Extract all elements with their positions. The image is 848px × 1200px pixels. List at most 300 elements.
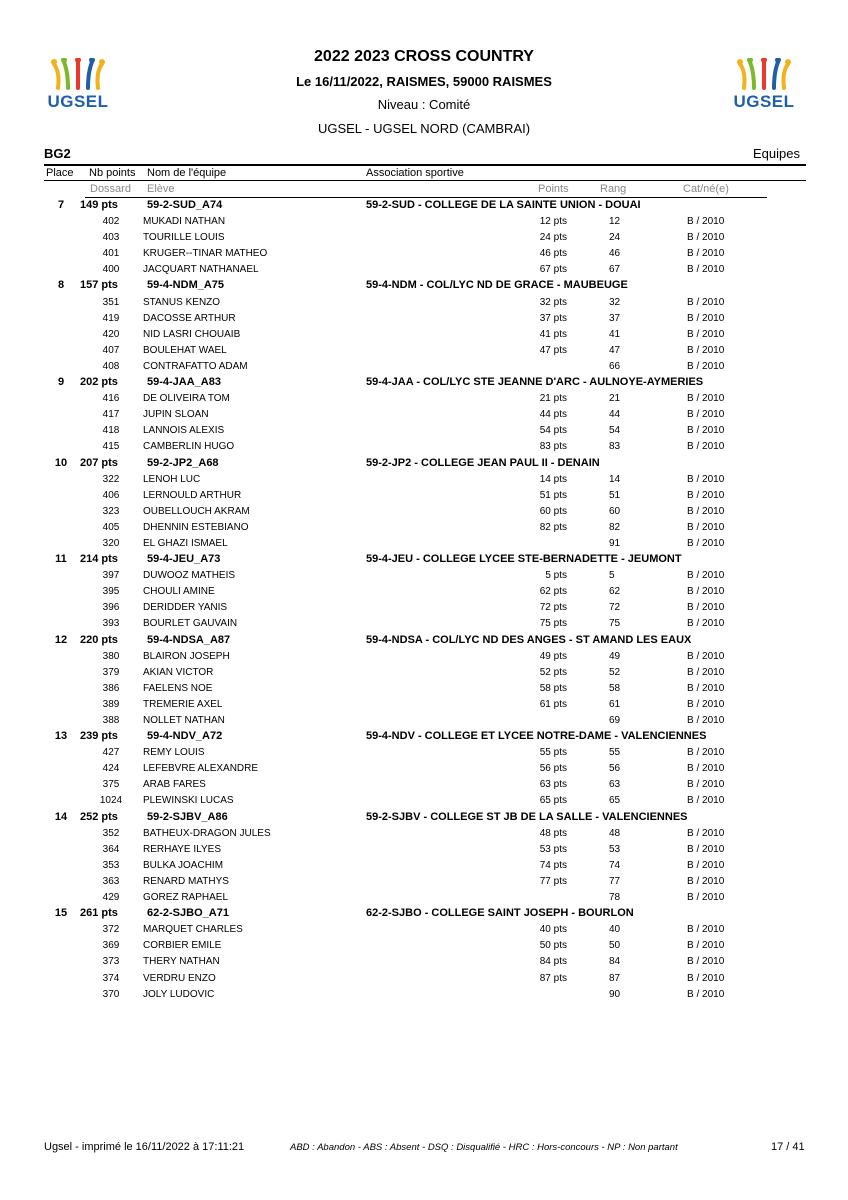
member-bib: 408 [102, 360, 120, 372]
member-name: THERY NATHAN [143, 956, 220, 968]
team-row [0, 633, 848, 649]
member-points: 72 pts [539, 602, 567, 614]
member-rank: 77 [609, 875, 621, 887]
member-bib: 397 [102, 570, 120, 582]
member-bib: 427 [102, 747, 120, 759]
logo-wordmark: UGSEL [47, 92, 109, 111]
member-points: 53 pts [539, 843, 567, 855]
team-name: 59-2-SJBV_A86 [147, 810, 228, 823]
member-name: BOULEHAT WAEL [143, 344, 227, 356]
team-association: 62-2-SJBO - COLLEGE SAINT JOSEPH - BOURLON [366, 907, 634, 920]
member-name: LERNOULD ARTHUR [143, 489, 242, 501]
header-divider [44, 164, 806, 166]
event-level: Niveau : Comité [377, 97, 471, 112]
member-category: B / 2010 [687, 360, 725, 372]
member-points: 84 pts [539, 956, 567, 968]
member-row [0, 890, 848, 906]
member-category: B / 2010 [687, 296, 725, 308]
member-rank: 54 [609, 425, 621, 437]
team-points: 157 pts [80, 279, 118, 292]
member-rank: 47 [609, 344, 621, 356]
member-rank: 51 [609, 489, 621, 501]
member-row [0, 793, 848, 809]
member-name: DERIDDER YANIS [143, 602, 228, 614]
member-category: B / 2010 [687, 618, 725, 630]
member-name: OUBELLOUCH AKRAM [143, 505, 250, 517]
member-points: 14 pts [539, 473, 567, 485]
member-points: 75 pts [539, 618, 567, 630]
member-category: B / 2010 [687, 924, 725, 936]
member-bib: 424 [102, 763, 120, 775]
member-name: RERHAYE ILYES [143, 843, 221, 855]
member-bib: 429 [102, 892, 120, 904]
member-name: CHOULI AMINE [143, 586, 215, 598]
member-row [0, 584, 848, 600]
member-category: B / 2010 [687, 956, 725, 968]
member-bib: 406 [102, 489, 120, 501]
member-category: B / 2010 [687, 892, 725, 904]
member-category: B / 2010 [687, 312, 725, 324]
member-row [0, 472, 848, 488]
member-bib: 418 [102, 425, 120, 437]
member-bib: 323 [102, 505, 120, 517]
team-row [0, 906, 848, 922]
member-bib: 402 [102, 216, 120, 228]
team-association: 59-4-NDSA - COL/LYC ND DES ANGES - ST AMAND LES EAUX [366, 633, 692, 646]
member-bib: 395 [102, 586, 120, 598]
member-points: 37 pts [539, 312, 567, 324]
member-name: BATHEUX-DRAGON JULES [143, 827, 271, 839]
team-points: 261 pts [80, 907, 118, 920]
page-number: 17 / 41 [771, 1141, 805, 1153]
member-points: 55 pts [539, 747, 567, 759]
member-category: B / 2010 [687, 425, 725, 437]
member-name: CONTRAFATTO ADAM [143, 360, 248, 372]
member-rank: 63 [609, 779, 621, 791]
member-bib: 322 [102, 473, 120, 485]
member-bib: 375 [102, 779, 120, 791]
member-rank: 72 [609, 602, 621, 614]
member-name: BULKA JOACHIM [143, 859, 224, 871]
team-place: 7 [57, 199, 65, 211]
team-points: 202 pts [80, 376, 118, 389]
member-name: NOLLET NATHAN [143, 715, 225, 726]
member-name: LANNOIS ALEXIS [143, 425, 225, 437]
col-student: Elève [147, 183, 175, 195]
member-name: BOURLET GAUVAIN [143, 618, 238, 630]
member-points: 62 pts [539, 586, 567, 598]
member-category: B / 2010 [687, 682, 725, 694]
member-name: RENARD MATHYS [143, 875, 229, 887]
member-rank: 14 [609, 473, 621, 485]
member-points: 87 pts [539, 972, 567, 984]
member-bib: 407 [102, 344, 120, 356]
member-category: B / 2010 [687, 473, 725, 485]
team-place: 10 [54, 456, 68, 469]
team-row [0, 810, 848, 826]
member-bib: 416 [102, 393, 120, 405]
member-points: 58 pts [539, 682, 567, 694]
member-row [0, 488, 848, 504]
member-row [0, 745, 848, 761]
col-bib: Dossard [90, 183, 131, 195]
member-category: B / 2010 [687, 988, 725, 1000]
member-points: 82 pts [539, 521, 567, 533]
organization: UGSEL - UGSEL NORD (CAMBRAI) [317, 121, 531, 136]
team-place: 14 [54, 810, 68, 823]
member-rank: 5 [609, 570, 615, 582]
member-bib: 351 [102, 296, 120, 308]
member-bib: 364 [102, 843, 120, 855]
member-points: 67 pts [539, 264, 567, 276]
member-rank: 83 [609, 441, 621, 453]
member-points: 65 pts [539, 795, 567, 807]
member-category: B / 2010 [687, 216, 725, 228]
team-association: 59-4-JEU - COLLEGE LYCEE STE-BERNADETTE - JEUMONT [366, 553, 682, 566]
col-ind-points: Points [538, 183, 569, 195]
member-rank: 12 [609, 216, 621, 228]
member-row [0, 938, 848, 954]
member-points: 83 pts [539, 441, 567, 453]
member-bib: 379 [102, 666, 120, 678]
member-row [0, 681, 848, 697]
member-category: B / 2010 [687, 666, 725, 678]
member-bib: 363 [102, 875, 120, 887]
member-category: B / 2010 [687, 698, 725, 710]
col-rank: Rang [600, 183, 627, 195]
member-points: 60 pts [539, 505, 567, 517]
column-divider [44, 180, 806, 181]
member-row [0, 568, 848, 584]
member-bib: 372 [102, 924, 120, 936]
member-category: B / 2010 [687, 441, 725, 453]
member-row [0, 423, 848, 439]
member-rank: 52 [609, 666, 621, 678]
member-bib: 417 [102, 409, 120, 421]
member-bib: 380 [102, 650, 120, 662]
member-category: B / 2010 [687, 940, 725, 952]
member-name: VERDRU ENZO [143, 972, 216, 984]
member-row [0, 761, 848, 777]
member-row [0, 230, 848, 246]
team-points: 149 pts [80, 199, 118, 211]
member-points: 24 pts [539, 232, 567, 244]
section-label: Equipes [753, 146, 800, 161]
member-row [0, 311, 848, 327]
team-place: 8 [57, 279, 65, 292]
member-row [0, 922, 848, 938]
member-name: DUWOOZ MATHEIS [143, 570, 236, 582]
member-points: 32 pts [539, 296, 567, 308]
col-category: Cat/né(e) [683, 183, 729, 195]
col-association: Association sportive [366, 167, 464, 179]
member-rank: 41 [609, 328, 621, 340]
member-category: B / 2010 [687, 972, 725, 984]
team-association: 59-2-SJBV - COLLEGE ST JB DE LA SALLE - VALENCIENNES [366, 810, 688, 823]
member-points: 46 pts [539, 248, 567, 260]
results-table [0, 198, 848, 1003]
member-row [0, 858, 848, 874]
member-row [0, 874, 848, 890]
member-rank: 44 [609, 409, 621, 421]
member-rank: 90 [609, 988, 621, 1000]
team-association: 59-4-NDV - COLLEGE ET LYCEE NOTRE-DAME - VALENCIENNES [366, 730, 707, 743]
member-name: AKIAN VICTOR [143, 666, 214, 678]
team-name: 59-4-NDSA_A87 [147, 633, 231, 646]
member-rank: 67 [609, 264, 621, 276]
member-category: B / 2010 [687, 859, 725, 871]
team-association: 59-4-NDM - COL/LYC ND DE GRACE - MAUBEUGE [366, 279, 628, 292]
member-bib: 320 [102, 537, 120, 549]
member-name: JUPIN SLOAN [143, 409, 209, 421]
member-bib: 374 [102, 972, 120, 984]
member-bib: 405 [102, 521, 120, 533]
member-rank: 40 [609, 924, 621, 936]
member-category: B / 2010 [687, 650, 725, 662]
member-row [0, 214, 848, 230]
member-bib: 415 [102, 441, 120, 453]
member-name: GOREZ RAPHAEL [143, 892, 229, 904]
member-points: 48 pts [539, 827, 567, 839]
member-name: MARQUET CHARLES [143, 924, 243, 936]
member-bib: 386 [102, 682, 120, 694]
member-category: B / 2010 [687, 344, 725, 356]
member-name: TOURILLE LOUIS [143, 232, 225, 244]
team-place: 13 [54, 730, 68, 743]
member-name: CAMBERLIN HUGO [143, 441, 235, 453]
member-row [0, 520, 848, 536]
member-rank: 91 [609, 537, 621, 549]
member-category: B / 2010 [687, 264, 725, 276]
member-rank: 21 [609, 393, 621, 405]
member-category: B / 2010 [687, 537, 725, 549]
member-row [0, 649, 848, 665]
member-rank: 56 [609, 763, 621, 775]
member-name: STANUS KENZO [143, 296, 221, 308]
event-date-location: Le 16/11/2022, RAISMES, 59000 RAISMES [296, 74, 552, 89]
member-bib: 352 [102, 827, 120, 839]
member-bib: 419 [102, 312, 120, 324]
member-bib: 373 [102, 956, 120, 968]
member-rank: 46 [609, 248, 621, 260]
member-name: PLEWINSKI LUCAS [143, 795, 234, 807]
member-points: 51 pts [539, 489, 567, 501]
member-category: B / 2010 [687, 875, 725, 887]
member-rank: 32 [609, 296, 621, 308]
team-row [0, 552, 848, 568]
member-row [0, 842, 848, 858]
member-bib: 389 [102, 698, 120, 710]
team-row [0, 375, 848, 391]
member-points: 54 pts [539, 425, 567, 437]
member-name: REMY LOUIS [143, 747, 205, 759]
member-rank: 37 [609, 312, 621, 324]
member-row [0, 665, 848, 681]
member-rank: 58 [609, 682, 621, 694]
member-rank: 60 [609, 505, 621, 517]
member-rank: 24 [609, 232, 621, 244]
member-points: 21 pts [539, 393, 567, 405]
member-category: B / 2010 [687, 232, 725, 244]
member-points: 63 pts [539, 779, 567, 791]
team-name: 59-4-NDV_A72 [147, 730, 223, 743]
member-row [0, 439, 848, 455]
team-name: 59-2-SUD_A74 [147, 199, 223, 211]
member-row [0, 600, 848, 616]
team-points: 252 pts [80, 810, 118, 823]
team-name: 59-4-JAA_A83 [147, 376, 221, 389]
member-rank: 87 [609, 972, 621, 984]
member-name: DACOSSE ARTHUR [143, 312, 236, 324]
team-place: 12 [54, 633, 68, 646]
team-association: 59-4-JAA - COL/LYC STE JEANNE D'ARC - AULNOYE-AYMERIES [366, 376, 704, 389]
member-name: JACQUART NATHANAEL [143, 264, 259, 276]
member-rank: 84 [609, 956, 621, 968]
member-name: JOLY LUDOVIC [143, 988, 215, 1000]
member-row [0, 536, 848, 552]
member-row [0, 327, 848, 343]
member-rank: 62 [609, 586, 621, 598]
team-points: 214 pts [80, 553, 118, 566]
member-points: 77 pts [539, 875, 567, 887]
page-title: 2022 2023 CROSS COUNTRY [314, 48, 534, 65]
member-row [0, 262, 848, 278]
member-category: B / 2010 [687, 843, 725, 855]
member-name: LENOH LUC [143, 473, 201, 485]
member-bib: 400 [102, 264, 120, 276]
team-name: 62-2-SJBO_A71 [147, 907, 229, 920]
member-category: B / 2010 [687, 570, 725, 582]
member-category: B / 2010 [687, 489, 725, 501]
col-team: Nom de l'équipe [147, 167, 227, 179]
member-row [0, 359, 848, 375]
member-name: BLAIRON JOSEPH [143, 650, 230, 662]
member-bib: 403 [102, 232, 120, 244]
member-row [0, 616, 848, 632]
team-row [0, 729, 848, 745]
member-rank: 65 [609, 795, 621, 807]
member-category: B / 2010 [687, 248, 725, 260]
member-bib: 401 [102, 248, 120, 260]
member-row [0, 295, 848, 311]
member-points: 52 pts [539, 666, 567, 678]
member-name: KRUGER--TINAR MATHEO [143, 248, 268, 260]
member-row [0, 504, 848, 520]
member-rank: 82 [609, 521, 621, 533]
member-bib: 396 [102, 602, 120, 614]
team-place: 11 [55, 553, 67, 566]
member-row [0, 826, 848, 842]
member-points: 5 pts [545, 570, 567, 582]
member-category: B / 2010 [687, 505, 725, 517]
team-row [0, 456, 848, 472]
member-name: LEFEBVRE ALEXANDRE [143, 763, 259, 775]
member-points: 47 pts [539, 344, 567, 356]
team-name: 59-2-JP2_A68 [147, 456, 219, 469]
member-points: 74 pts [539, 859, 567, 871]
member-name: DHENNIN ESTEBIANO [143, 521, 249, 533]
member-category: B / 2010 [687, 715, 725, 726]
member-rank: 48 [609, 827, 621, 839]
member-bib: 420 [102, 328, 120, 340]
member-category: B / 2010 [687, 602, 725, 614]
team-points: 207 pts [80, 456, 118, 469]
member-bib: 369 [102, 940, 120, 952]
member-bib: 388 [102, 715, 120, 726]
member-category: B / 2010 [687, 747, 725, 759]
member-row [0, 246, 848, 262]
team-row [0, 198, 848, 214]
team-association: 59-2-SUD - COLLEGE DE LA SAINTE UNION - DOUAI [366, 199, 641, 211]
col-place: Place [46, 167, 74, 179]
member-category: B / 2010 [687, 409, 725, 421]
member-points: 41 pts [539, 328, 567, 340]
member-row [0, 713, 848, 729]
logo-wordmark: UGSEL [733, 92, 795, 111]
team-place: 15 [54, 907, 68, 920]
col-points: Nb points [89, 167, 136, 179]
member-rank: 78 [609, 892, 621, 904]
member-category: B / 2010 [687, 795, 725, 807]
member-points: 56 pts [539, 763, 567, 775]
member-points: 49 pts [539, 650, 567, 662]
member-row [0, 954, 848, 970]
member-category: B / 2010 [687, 827, 725, 839]
team-association: 59-2-JP2 - COLLEGE JEAN PAUL II - DENAIN [366, 456, 600, 469]
status-legend: ABD : Abandon - ABS : Absent - DSQ : Disqualifié - HRC : Hors-concours - NP : Non partant [290, 1142, 678, 1153]
member-category: B / 2010 [687, 393, 725, 405]
member-name: FAELENS NOE [143, 682, 213, 694]
member-name: EL GHAZI ISMAEL [143, 537, 228, 549]
team-name: 59-4-JEU_A73 [147, 553, 221, 566]
member-category: B / 2010 [687, 586, 725, 598]
member-rank: 50 [609, 940, 621, 952]
team-place: 9 [57, 376, 65, 389]
print-info: Ugsel - imprimé le 16/11/2022 à 17:11:21 [44, 1141, 245, 1153]
member-rank: 75 [609, 618, 621, 630]
team-points: 239 pts [80, 730, 118, 743]
member-row [0, 987, 848, 1003]
member-row [0, 407, 848, 423]
member-name: CORBIER EMILE [143, 940, 222, 952]
member-bib: 353 [102, 859, 120, 871]
member-row [0, 697, 848, 713]
team-row [0, 278, 848, 294]
member-category: B / 2010 [687, 521, 725, 533]
member-points: 50 pts [539, 940, 567, 952]
member-points: 40 pts [539, 924, 567, 936]
member-category: B / 2010 [687, 779, 725, 791]
member-rank: 49 [609, 650, 621, 662]
member-rank: 69 [609, 715, 621, 726]
member-name: DE OLIVEIRA TOM [143, 393, 230, 405]
team-points: 220 pts [80, 633, 118, 646]
race-category: BG2 [44, 146, 71, 161]
member-row [0, 391, 848, 407]
member-points: 44 pts [539, 409, 567, 421]
member-rank: 61 [609, 698, 621, 710]
member-name: NID LASRI CHOUAIB [143, 328, 241, 340]
member-bib: 1024 [99, 795, 123, 807]
member-rank: 66 [609, 360, 621, 372]
member-row [0, 343, 848, 359]
member-points: 12 pts [539, 216, 567, 228]
member-points: 61 pts [539, 698, 567, 710]
member-name: TREMERIE AXEL [143, 698, 223, 710]
member-bib: 393 [102, 618, 120, 630]
member-rank: 55 [609, 747, 621, 759]
member-row [0, 777, 848, 793]
